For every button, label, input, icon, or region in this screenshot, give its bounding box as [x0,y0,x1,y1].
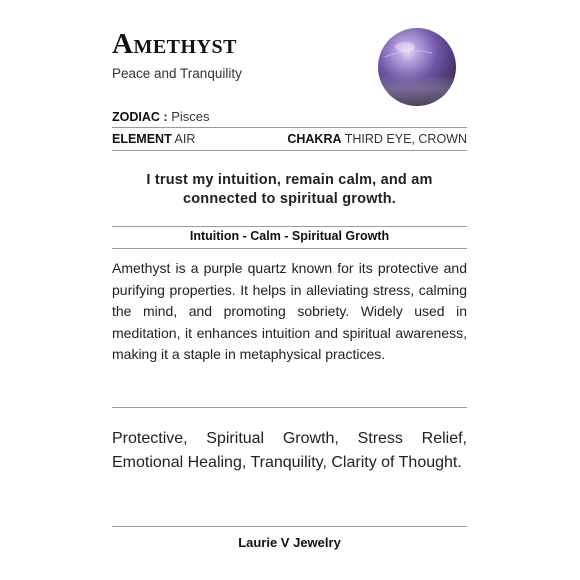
description: Amethyst is a purple quartz known for its protective and purifying properties. It helps in alleviating stress, calming the mind, and promoting sobriety. Widely used in meditation, it enhances intuition and spiritual awareness, making it a staple in metaphysical practices. [112,260,467,362]
divider [112,248,467,249]
divider [112,150,467,151]
element-value: AIR [174,132,196,146]
zodiac-value: Pisces [171,109,210,124]
affirmation-line: I trust my intuition, remain calm, and am [146,172,433,188]
element-group [112,132,195,146]
affirmation-line: connected to spiritual growth. [182,191,397,207]
affirmation [112,171,467,209]
amethyst-sphere-image [377,27,457,107]
brand-name: Laurie V Jewelry [238,535,341,550]
element-chakra-row [112,132,467,146]
divider [112,407,467,408]
zodiac-label: ZODIAC : [112,110,168,124]
element-label: ELEMENT [112,132,172,146]
zodiac-row [112,109,209,124]
keywords: Intuition - Calm - Spiritual Growth [189,229,390,243]
page-title: Amethyst [112,28,237,60]
divider [112,226,467,227]
subtitle: Peace and Tranquility [112,66,242,81]
chakra-label: CHAKRA [287,132,342,146]
divider [112,526,467,527]
chakra-group [287,132,467,146]
properties-list: Protective, Spiritual Growth, Stress Relief, Emotional Healing, Tranquility, Clarity of Thought. [112,430,467,471]
chakra-value: THIRD EYE, CROWN [344,132,467,146]
divider [112,127,467,128]
